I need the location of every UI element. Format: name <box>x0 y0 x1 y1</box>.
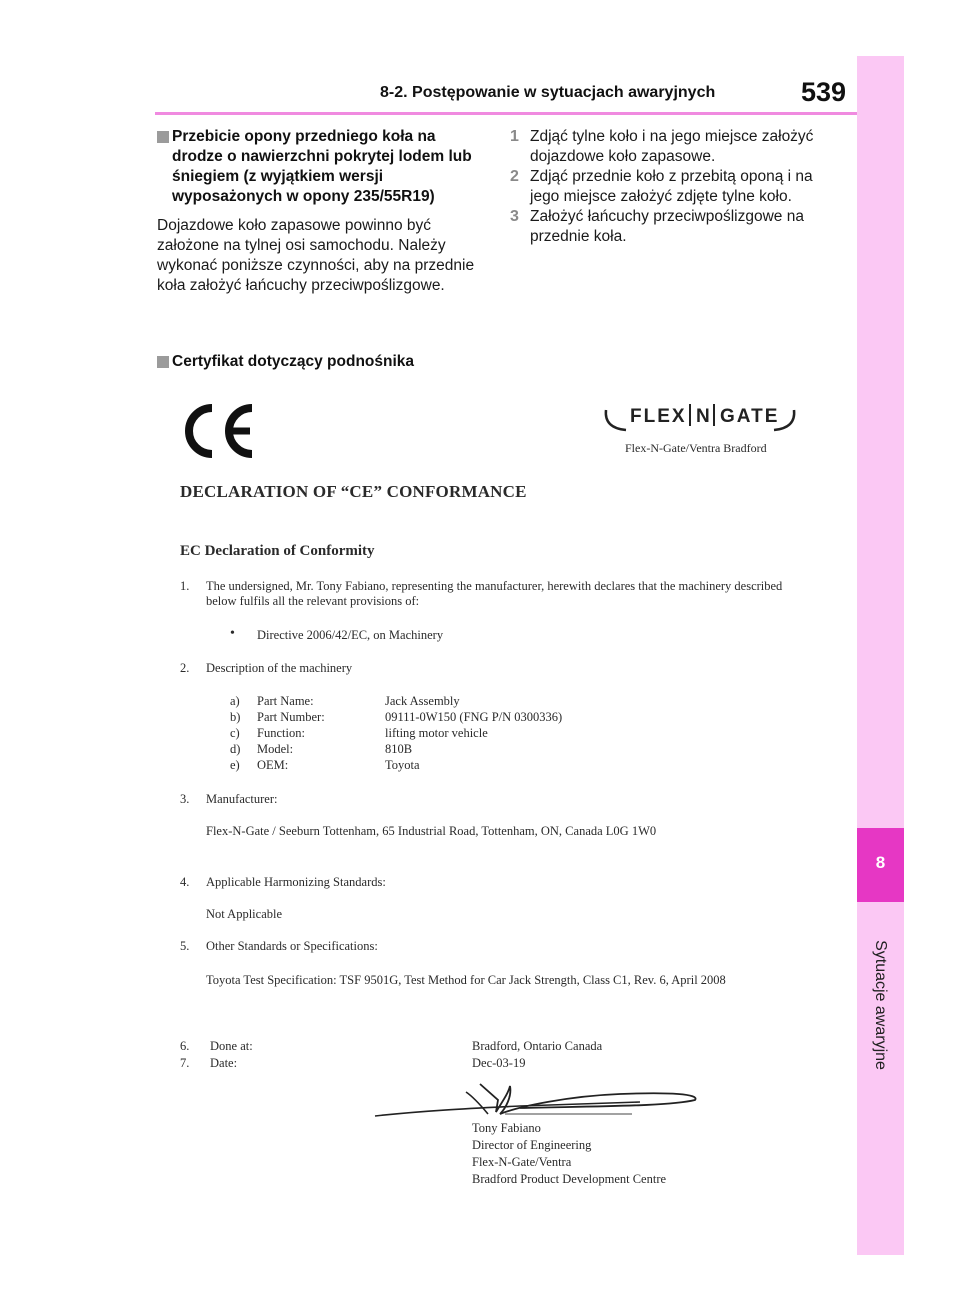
item-number: 2. <box>180 661 190 675</box>
certificate-title: DECLARATION OF “CE” CONFORMANCE <box>180 482 527 501</box>
manufacturer-address: Flex-N-Gate / Seeburn Tottenham, 65 Industrial Road, Tottenham, ON, Canada L0G 1W0 <box>206 824 657 838</box>
page-number: 539 <box>801 77 847 107</box>
step-text: Zdjąć przednie koło z przebitą oponą i na jego miejsce założyć zdjęte tylne koło. <box>530 168 813 205</box>
item-text: Applicable Harmonizing Standards: <box>206 875 386 889</box>
step-text: Zdjąć tylne koło i na jego miejsce założyć dojazdowe koło zapasowe. <box>530 128 814 165</box>
section-heading-certificate <box>157 352 414 372</box>
heading-text: Certyfikat dotyczący podnośnika <box>172 353 415 370</box>
machinery-letter: d) <box>230 742 241 756</box>
ce-mark-icon <box>178 400 258 462</box>
machinery-value: Jack Assembly <box>385 694 460 708</box>
list-item <box>510 167 840 207</box>
step-number: 3 <box>510 208 519 225</box>
specification-value: Toyota Test Specification: TSF 9501G, Test Method for Car Jack Strength, Class C1, Rev. 6, April 2008 <box>206 973 726 987</box>
machinery-label: Function: <box>257 726 305 740</box>
section-title: 8-2. Postępowanie w sytuacjach awaryjnych <box>380 84 716 101</box>
date-label: Date: <box>210 1056 238 1070</box>
machinery-letter: b) <box>230 710 241 724</box>
machinery-label: Part Name: <box>257 694 314 708</box>
signer-name: Tony Fabiano <box>472 1121 541 1135</box>
machinery-label: Part Number: <box>257 710 325 724</box>
item-number: 7. <box>180 1056 190 1070</box>
machinery-letter: a) <box>230 694 240 708</box>
header-rule <box>155 112 857 115</box>
machinery-label: OEM: <box>257 758 289 772</box>
machinery-letter: e) <box>230 758 240 772</box>
chapter-number: 8 <box>875 853 886 872</box>
step-text: Założyć łańcuchy przeciwpoślizgowe na przednie koła. <box>530 208 804 245</box>
date-value: Dec-03-19 <box>472 1056 526 1070</box>
signer-title: Director of Engineering <box>472 1138 592 1152</box>
machinery-label: Model: <box>257 742 294 756</box>
svg-text:N: N <box>696 406 710 427</box>
machinery-value: 09111-0W150 (FNG P/N 0300336) <box>385 710 563 724</box>
item-number: 5. <box>180 939 190 953</box>
item-text: Description of the machinery <box>206 661 353 675</box>
item-text: Manufacturer: <box>206 792 278 806</box>
square-bullet-icon <box>157 356 169 368</box>
machinery-letter: c) <box>230 726 240 740</box>
signer-centre: Bradford Product Development Centre <box>472 1172 667 1186</box>
logo-subtitle: Flex-N-Gate/Ventra Bradford <box>625 441 767 455</box>
item-number: 4. <box>180 875 190 889</box>
jack-certificate <box>170 392 810 1192</box>
chapter-side-tab <box>857 56 904 1255</box>
step-number: 1 <box>510 128 519 145</box>
machinery-value: Toyota <box>385 758 420 772</box>
flex-n-gate-logo <box>602 398 798 436</box>
directive-text: Directive 2006/42/EC, on Machinery <box>257 628 444 642</box>
item-number: 1. <box>180 579 190 593</box>
signer-company: Flex-N-Gate/Ventra <box>472 1155 572 1169</box>
list-item <box>510 207 840 247</box>
item-text: The undersigned, Mr. Tony Fabiano, representing the manufacturer, herewith declares that the machinery described below fulfils all the relevant provisions of: <box>206 579 783 608</box>
standards-value: Not Applicable <box>206 907 283 921</box>
heading-text: Przebicie opony przedniego koła na drodze o nawierzchni pokrytej lodem lub śniegiem (z wyjątkiem wersji wyposażonych w opony 235/55R19) <box>172 128 472 205</box>
right-column <box>510 127 840 247</box>
chapter-title: Sytuacje awaryjne <box>872 940 889 1070</box>
done-at-label: Done at: <box>210 1039 253 1053</box>
item-text: Other Standards or Specifications: <box>206 939 378 953</box>
list-item <box>510 127 840 167</box>
machinery-value: lifting motor vehicle <box>385 726 488 740</box>
item-number: 3. <box>180 792 190 806</box>
bullet-icon: • <box>230 626 235 641</box>
done-at-value: Bradford, Ontario Canada <box>472 1039 603 1053</box>
certificate-subtitle: EC Declaration of Conformity <box>180 543 375 559</box>
step-number: 2 <box>510 168 519 185</box>
section-heading-flat-tire <box>157 127 487 207</box>
item-number: 6. <box>180 1039 190 1053</box>
svg-text:FLEX: FLEX <box>630 406 687 427</box>
steps-list <box>510 127 840 247</box>
left-column <box>157 127 487 296</box>
body-paragraph: Dojazdowe koło zapasowe powinno być założone na tylnej osi samochodu. Należy wykonać poniższe czynności, aby na przednie koła założyć łańcuchy przeciwpoślizgowe. <box>157 217 475 294</box>
square-bullet-icon <box>157 131 169 143</box>
machinery-value: 810B <box>385 742 413 756</box>
svg-text:GATE: GATE <box>720 406 780 427</box>
